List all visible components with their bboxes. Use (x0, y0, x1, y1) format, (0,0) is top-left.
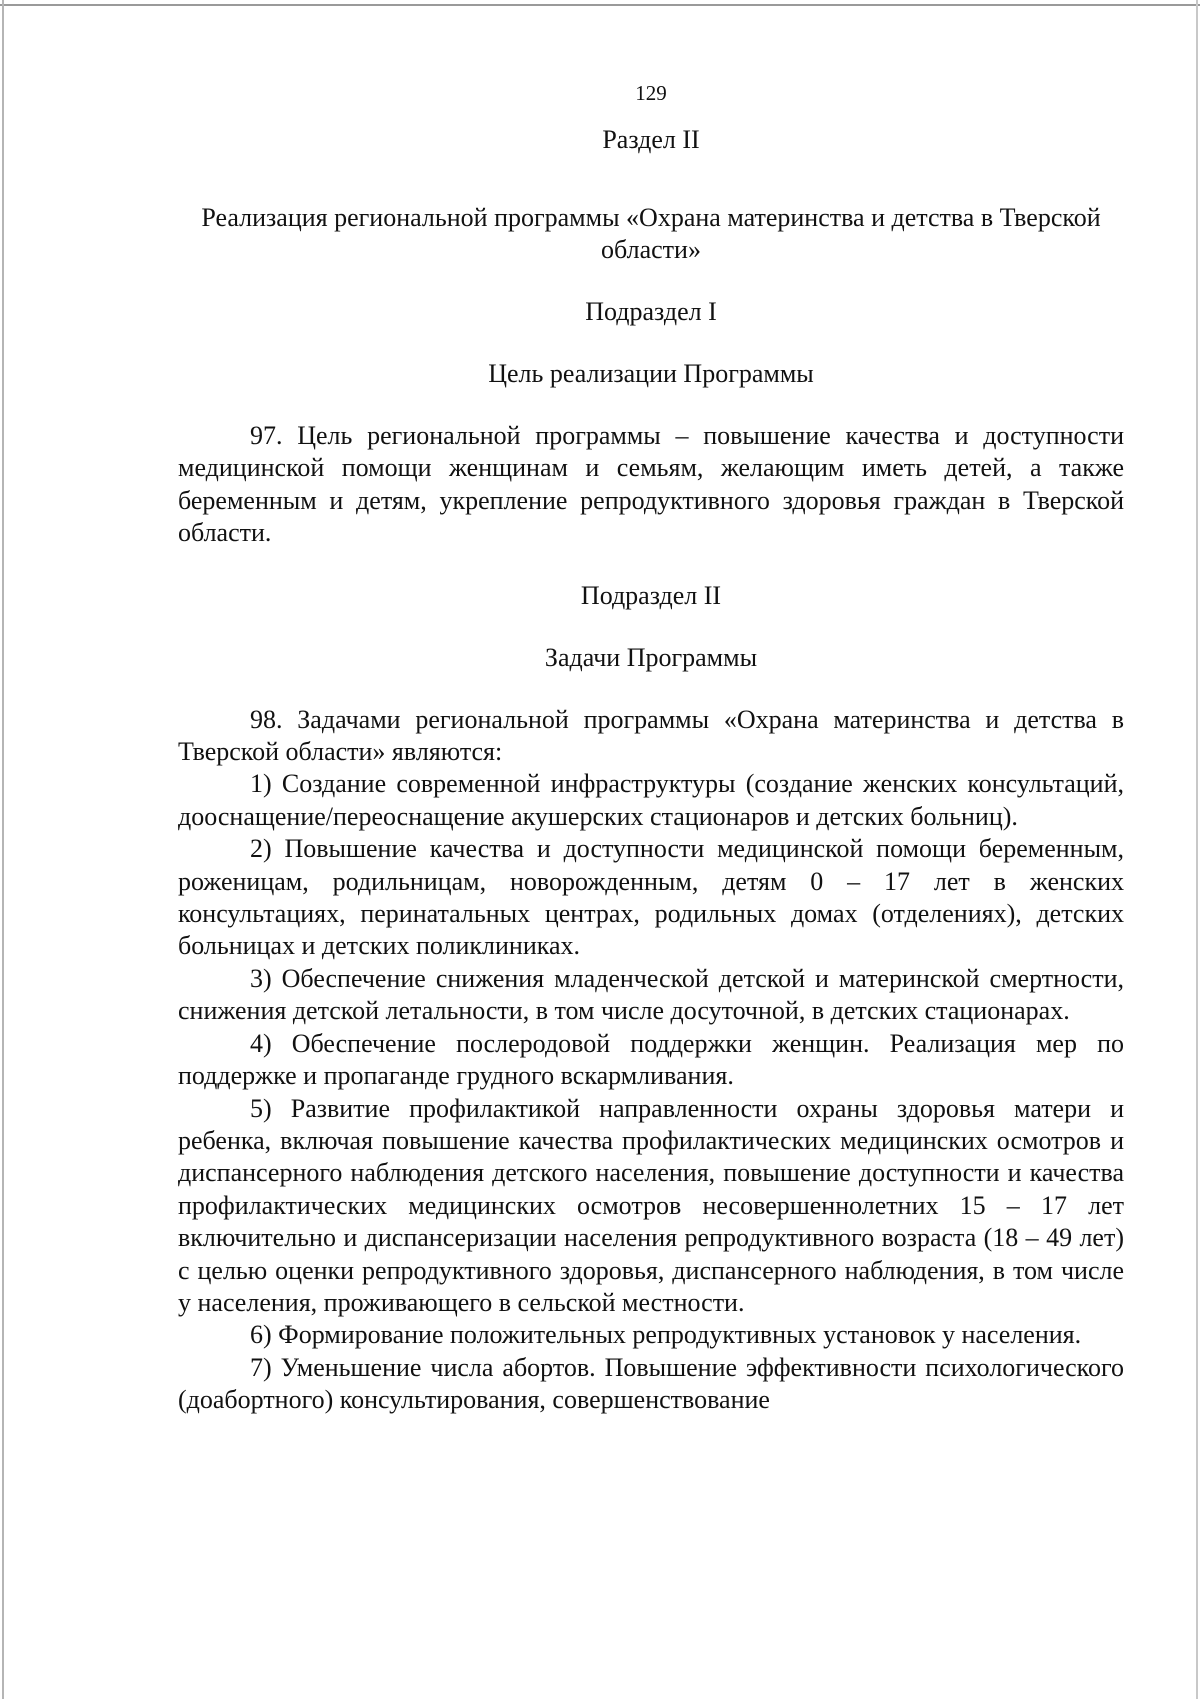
task-item-2: 2) Повышение качества и доступности медицинской помощи беременным, роженицам, родильницам, новорожденным, детям 0 – 17 лет в женских консультациях, перинатальных центрах, родильных домах (отделениях), детских больницах и детских поликлиниках. (178, 834, 1124, 961)
task-item-3: 3) Обеспечение снижения младенческой детской и материнской смертности, снижения детской летальности, в том числе досуточной, в детских стационарах. (178, 963, 1124, 1026)
section-title: Реализация региональной программы «Охрана материнства и детства в Тверской области» (201, 203, 1101, 264)
task-item-6: 6) Формирование положительных репродуктивных установок у населения. (250, 1320, 1082, 1350)
document-page (178, 60, 1124, 1417)
subsection-1-title: Цель реализации Программы (488, 359, 814, 388)
task-item-1: 1) Создание современной инфраструктуры (создание женских консультаций, дооснащение/переоснащение акушерских стационаров и детских больниц). (178, 769, 1124, 831)
scan-border-right (1196, 0, 1198, 1699)
page-number: 129 (635, 81, 667, 105)
task-item-7: 7) Уменьшение числа абортов. Повышение эффективности психологического (доабортного) консультирования, совершенствование (178, 1352, 1124, 1415)
scan-border-left (2, 0, 4, 1699)
tasks-intro: 98. Задачами региональной программы «Охрана материнства и детства в Тверской области» являются: (178, 704, 1124, 767)
tasks-list (178, 768, 1124, 1416)
section-label: Раздел II (602, 125, 700, 154)
task-item-5: 5) Развитие профилактикой направленности охраны здоровья матери и ребенка, включая повышение качества профилактических медицинских осмотров и диспансерного наблюдения детского населения, повышение доступности и качества профилактических медицинских осмотров несовершеннолетних 15 – 17 лет включительно и диспансеризации населения репродуктивного возраста (18 – 49 лет) с целью оценки репродуктивного здоровья, диспансерного наблюдения, в том числе у населения, проживающего в сельской местности. (178, 1093, 1124, 1317)
task-item-4: 4) Обеспечение послеродовой поддержки женщин. Реализация мер по поддержке и пропаганде грудного вскармливания. (178, 1028, 1124, 1091)
subsection-2-label: Подраздел II (580, 580, 722, 610)
scan-border-top (0, 4, 1200, 6)
subsection-1-label: Подраздел I (585, 297, 717, 326)
subsection-2-title: Задачи Программы (544, 642, 758, 672)
goal-paragraph: 97. Цель региональной программы – повышение качества и доступности медицинской помощи женщинам и семьям, желающим иметь детей, а также беременным и детям, укрепление репродуктивного здоровья граждан в Тверской области. (178, 421, 1124, 548)
